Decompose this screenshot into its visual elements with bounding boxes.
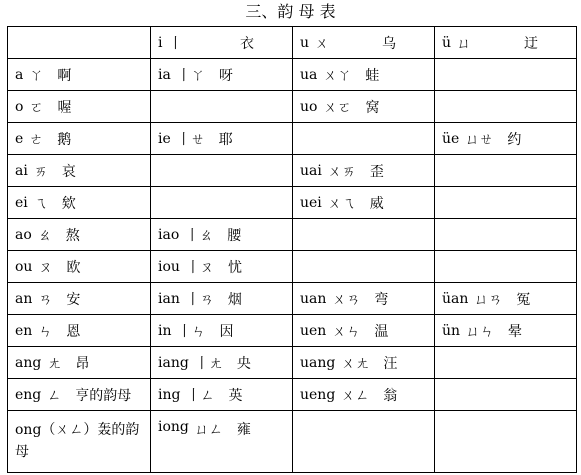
example-character: 鹅 <box>57 131 72 148</box>
pinyin-text: uo <box>300 98 318 115</box>
table-cell <box>8 347 151 379</box>
example-character: 欸 <box>61 195 76 212</box>
pinyin-text: ua <box>300 66 318 83</box>
pinyin-text: eng <box>15 386 42 403</box>
table-cell <box>8 251 151 283</box>
header-cell <box>151 27 293 59</box>
pinyin-text: uai <box>300 162 322 179</box>
table-cell <box>151 187 293 219</box>
header-cell <box>293 27 435 59</box>
example-character: 腰 <box>227 227 242 244</box>
pinyin-text: i <box>158 34 163 51</box>
example-character: 乌 <box>382 35 396 52</box>
table-row <box>8 219 577 251</box>
table-cell <box>293 379 435 411</box>
pinyin-text: ao <box>15 226 32 243</box>
example-character: 冤 <box>516 291 531 308</box>
example-character: 约 <box>507 131 522 148</box>
table-cell <box>151 283 293 315</box>
example-character: 喔 <box>57 99 72 116</box>
pinyin-text: iao <box>158 226 180 243</box>
pinyin-text: uang <box>300 354 336 371</box>
table-cell <box>293 411 435 473</box>
table-cell <box>293 219 435 251</box>
table-cell <box>435 91 577 123</box>
pinyin-text: ü <box>442 34 452 51</box>
example-character: 窝 <box>365 99 380 116</box>
zhuyin-text: ㄜ <box>29 131 44 148</box>
table-row <box>8 123 577 155</box>
table-cell <box>435 219 577 251</box>
example-character: 哀 <box>61 163 76 180</box>
table-cell <box>8 91 151 123</box>
table-cell <box>293 315 435 347</box>
example-character: 威 <box>369 195 384 212</box>
table-row <box>8 155 577 187</box>
zhuyin-text: ㄨ <box>315 35 330 52</box>
zhuyin-text: ㄠ <box>37 227 52 244</box>
zhuyin-text: ㄟ <box>33 195 48 212</box>
table-row <box>8 315 577 347</box>
pinyin-text: in <box>158 322 172 339</box>
pinyin-text: ün <box>442 322 461 339</box>
pinyin-text: ueng <box>300 386 336 403</box>
zhuyin-text: 丨ㄝ <box>176 131 205 148</box>
pinyin-text: ei <box>15 194 28 211</box>
pinyin-text: a <box>15 66 24 83</box>
zhuyin-text: ㄩㄥ <box>194 422 223 438</box>
pinyin-text: en <box>15 322 33 339</box>
table-cell <box>435 347 577 379</box>
zhuyin-text: ㄨㄢ <box>332 291 361 308</box>
example-character: 烟 <box>227 291 242 308</box>
zhuyin-text: ㄣ <box>38 323 53 340</box>
table-cell <box>8 187 151 219</box>
zhuyin-text: ㄨㄞ <box>327 163 356 180</box>
table-cell <box>151 347 293 379</box>
table-cell <box>8 155 151 187</box>
example-character: 安 <box>66 291 81 308</box>
pinyin-text: iou <box>158 258 180 275</box>
table-cell <box>435 379 577 411</box>
table-cell <box>293 59 435 91</box>
table-row <box>8 283 577 315</box>
example-character: 因 <box>219 323 234 340</box>
table-cell <box>293 155 435 187</box>
zhuyin-text: ㄤ <box>47 355 62 372</box>
zhuyin-text: 丨ㄤ <box>194 355 223 372</box>
example-character: 熬 <box>65 227 80 244</box>
example-character: 温 <box>374 323 389 340</box>
table-cell <box>293 91 435 123</box>
example-character: 雍 <box>236 422 251 438</box>
table-cell <box>151 411 293 473</box>
zhuyin-text: ㄩㄢ <box>474 291 503 308</box>
pinyin-text: ou <box>15 258 33 275</box>
table-cell <box>293 123 435 155</box>
table-cell <box>8 59 151 91</box>
table-cell <box>151 251 293 283</box>
example-character: 歪 <box>369 163 384 180</box>
zhuyin-text: ㄨㄣ <box>332 323 361 340</box>
table-cell <box>8 379 151 411</box>
example-character: 汪 <box>383 355 398 372</box>
pinyin-text: u <box>300 34 310 51</box>
table-cell <box>435 251 577 283</box>
zhuyin-text: 丨ㄡ <box>185 259 214 276</box>
table-cell <box>293 347 435 379</box>
pinyin-text: ing <box>158 386 181 403</box>
pinyin-text: iang <box>158 354 189 371</box>
example-character: 翁 <box>383 387 398 404</box>
example-character: 恩 <box>66 323 81 340</box>
table-cell <box>8 411 151 473</box>
zhuyin-text: ㄨㄟ <box>327 195 356 212</box>
pinyin-text: üe <box>442 130 460 147</box>
example-character: 忧 <box>227 259 242 276</box>
header-cell <box>8 27 151 59</box>
table-row <box>8 379 577 411</box>
example-character: 昂 <box>75 355 90 372</box>
table-cell <box>151 379 293 411</box>
zhuyin-text: ㄩ <box>457 35 472 52</box>
table-cell <box>8 123 151 155</box>
zhuyin-text: ㄡ <box>38 259 53 276</box>
zhuyin-text: 丨 <box>168 35 183 52</box>
table-row <box>8 187 577 219</box>
zhuyin-text: 丨ㄠ <box>185 227 214 244</box>
example-character: 蛙 <box>365 67 380 84</box>
zhuyin-text: ㄩㄣ <box>466 323 495 340</box>
table-cell <box>151 315 293 347</box>
table-cell <box>151 91 293 123</box>
example-character: 呀 <box>218 67 233 84</box>
table-cell <box>8 219 151 251</box>
table-cell <box>435 59 577 91</box>
zhuyin-text: ㄛ <box>29 99 44 116</box>
table-row <box>8 251 577 283</box>
table-cell <box>8 283 151 315</box>
header-cell <box>435 27 577 59</box>
zhuyin-text: 丨ㄣ <box>177 323 206 340</box>
table-cell <box>151 123 293 155</box>
example-character: 欧 <box>66 259 81 276</box>
pinyin-text: ie <box>158 130 171 147</box>
table-cell <box>293 251 435 283</box>
zhuyin-text: ㄢ <box>38 291 53 308</box>
table-title: 三、韵 母 表 <box>245 2 336 21</box>
pinyin-text: ang <box>15 354 42 371</box>
zhuyin-text: 丨ㄢ <box>185 291 214 308</box>
zhuyin-text: ㄚ <box>29 67 44 84</box>
table-cell <box>435 155 577 187</box>
ong-final-text: ong（ㄨㄥ）轰的韵母 <box>15 422 140 460</box>
zhuyin-text: ㄨㄥ <box>341 387 370 404</box>
table-cell <box>435 411 577 473</box>
table-header-row <box>8 27 577 59</box>
zhuyin-text: ㄨㄚ <box>323 67 352 84</box>
example-character: 迂 <box>524 35 538 52</box>
pinyin-text: üan <box>442 290 469 307</box>
example-character: 英 <box>228 387 243 404</box>
zhuyin-text: ㄩㄝ <box>465 131 494 148</box>
zhuyin-text: 丨ㄚ <box>176 67 205 84</box>
table-row <box>8 59 577 91</box>
pinyin-text: ian <box>158 290 180 307</box>
example-character: 央 <box>236 355 251 372</box>
pinyin-text: an <box>15 290 33 307</box>
zhuyin-text: ㄞ <box>33 163 48 180</box>
table-row <box>8 347 577 379</box>
example-character: 弯 <box>374 291 389 308</box>
pinyin-text: o <box>15 98 24 115</box>
zhuyin-text: ㄨㄛ <box>323 99 352 116</box>
example-character: 啊 <box>57 67 72 84</box>
table-cell <box>435 315 577 347</box>
zhuyin-text: 丨ㄥ <box>186 387 215 404</box>
table-cell <box>435 123 577 155</box>
pinyin-text: ia <box>158 66 171 83</box>
table-cell <box>293 187 435 219</box>
pinyin-text: uen <box>300 322 327 339</box>
example-character: 晕 <box>508 323 523 340</box>
table-row <box>8 411 577 473</box>
pinyin-text: uei <box>300 194 322 211</box>
pinyin-text: iong <box>158 419 189 435</box>
pinyin-text: e <box>15 130 24 147</box>
table-row <box>8 91 577 123</box>
table-cell <box>435 283 577 315</box>
example-character: 亨的韵母 <box>75 387 132 404</box>
zhuyin-text: ㄥ <box>47 387 62 404</box>
zhuyin-text: ㄨㄤ <box>341 355 370 372</box>
pinyin-text: ai <box>15 162 28 179</box>
table-cell <box>151 59 293 91</box>
table-cell <box>293 283 435 315</box>
example-character: 耶 <box>218 131 233 148</box>
table-cell <box>8 315 151 347</box>
example-character: 衣 <box>240 35 254 52</box>
table-cell <box>151 219 293 251</box>
table-cell <box>435 187 577 219</box>
table-cell <box>151 155 293 187</box>
pinyin-text: uan <box>300 290 327 307</box>
finals-table <box>7 26 577 473</box>
